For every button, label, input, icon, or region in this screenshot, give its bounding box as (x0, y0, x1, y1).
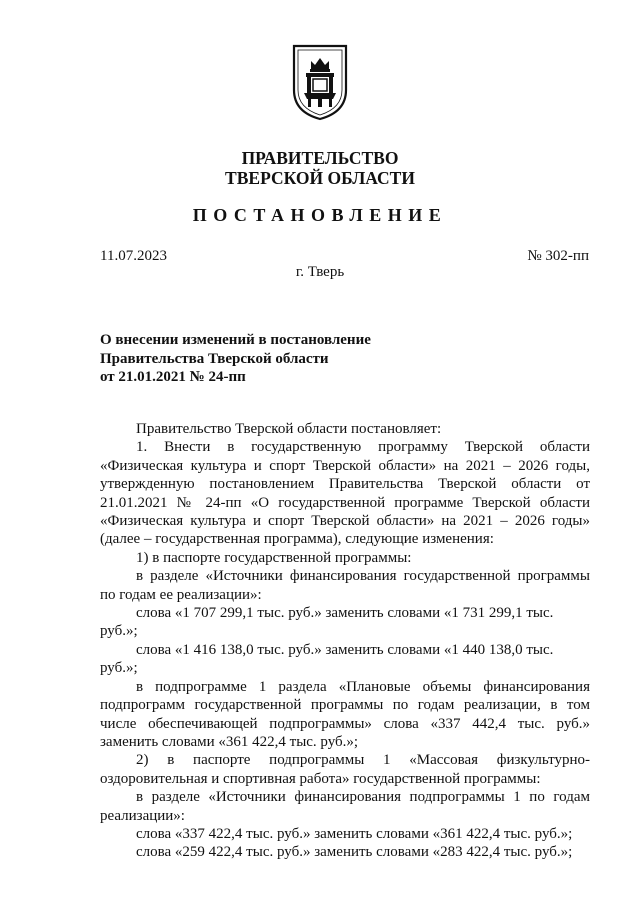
body-paragraph: в разделе «Источники финансирования государственной программы по годам ее реализации»: (100, 568, 590, 603)
body-paragraph: слова «1 707 299,1 тыс. руб.» заменить словами «1 731 299,1 тыс. руб.»; (100, 605, 554, 640)
body-paragraph: слова «259 422,4 тыс. руб.» заменить словами «283 422,4 тыс. руб.»; (136, 844, 573, 861)
body-paragraph: Правительство Тверской области постановляет: (136, 421, 442, 437)
body-paragraph: в подпрограмме 1 раздела «Плановые объемы финансирования подпрограмм государственной программы по годам реализации, в том числе обеспечивающей подпрограммы» слова «337 442,4 тыс. руб.» заменить словами «361 422,4 тыс. руб.»; (100, 678, 590, 750)
organization-name-line1: ПРАВИТЕЛЬСТВО (241, 148, 399, 168)
document-number: № 302-пп (527, 248, 589, 264)
body-paragraph: 1. Внести в государственную программу Тверской области «Физическая культура и спорт Тверской области» на 2021 – 2026 годы, утвержденную постановлением Правительства Тверской области от 21.01.2021 № 24-пп «О государственной программе Тверской области «Физическая культура и спорт Тверской области» на 2021 – 2026 годы» (далее – государственная программа), следующие изменения: (100, 439, 590, 548)
body-paragraph: 1) в паспорте государственной программы: (136, 549, 412, 566)
document-city: г. Тверь (295, 264, 345, 280)
body-paragraph: в разделе «Источники финансирования подпрограммы 1 по годам реализации»: (100, 789, 590, 824)
body-paragraph: 2) в паспорте подпрограммы 1 «Массовая физкультурно-оздоровительная и спортивная работа» государственной программы: (100, 752, 590, 787)
body-paragraph: слова «1 416 138,0 тыс. руб.» заменить словами «1 440 138,0 тыс. руб.»; (100, 641, 554, 677)
tver-coat-of-arms-emblem (290, 42, 350, 122)
document-type-title: ПОСТАНОВЛЕНИЕ (192, 205, 448, 225)
subject-line: от 21.01.2021 № 24-пп (100, 369, 246, 385)
subject-line: О внесении изменений в постановление (100, 332, 371, 348)
body-paragraph: слова «337 422,4 тыс. руб.» заменить словами «361 422,4 тыс. руб.»; (136, 825, 573, 842)
document-body (100, 420, 590, 862)
organization-name-line2: ТВЕРСКОЙ ОБЛАСТИ (225, 168, 415, 188)
subject-line: Правительства Тверской области (100, 350, 329, 367)
document-date: 11.07.2023 (100, 248, 167, 264)
document-subject (100, 331, 371, 387)
